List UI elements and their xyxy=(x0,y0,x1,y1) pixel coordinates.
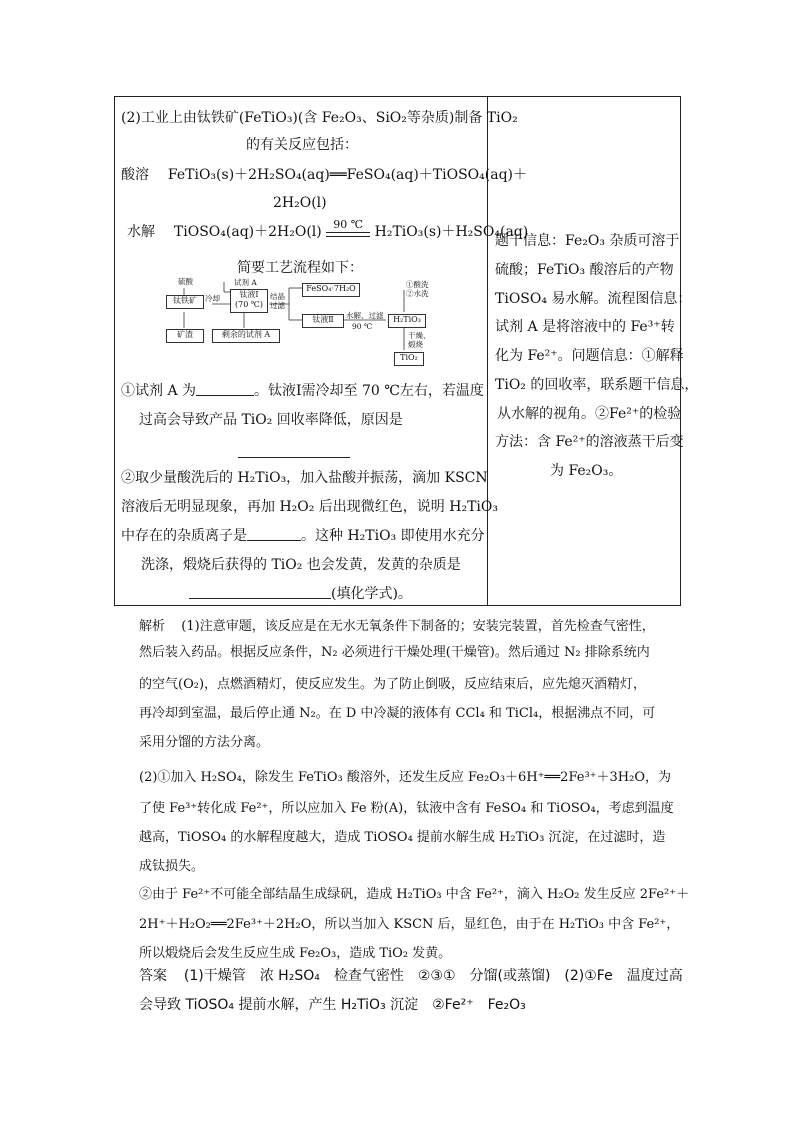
answer-text-1: (1)干燥管 浓 H₂SO₄ 检查气密性 ②③① 分馏(或蒸馏) (2)①Fe 温度过高 xyxy=(183,968,683,984)
solution-line: 再冷却到室温，最后停止通 N₂。在 D 中冷凝的液体有 CCl₄ 和 TiCl₄，根据沸点不同，可 xyxy=(139,706,656,721)
acid-dissolution-line xyxy=(121,165,527,185)
flow-box-slag: 矿渣 xyxy=(166,329,204,343)
acid-equation: FeTiO₃(s)＋2H₂SO₄(aq)══FeSO₄(aq)＋TiOSO₄(aq)＋ xyxy=(167,167,528,183)
flow-crystallize: 结晶 xyxy=(270,292,285,301)
flow-box-feso4: FeSO₄·7H₂O xyxy=(302,283,360,297)
question2-line3 xyxy=(121,526,485,546)
hint-line: 化为 Fe²⁺。问题信息：①解释 xyxy=(495,348,684,364)
flow-title: 简要工艺流程如下： xyxy=(237,260,363,276)
solution-line: 所以煅烧后会发生反应生成 Fe₂O₃，造成 TiO₂ 发黄。 xyxy=(139,946,452,961)
answer-label: 答案 xyxy=(139,968,167,984)
solution-line: 成钛损失。 xyxy=(139,859,205,874)
flow-temp: 90 ℃ xyxy=(352,322,373,331)
answer-blank-impurity xyxy=(189,584,331,599)
flow-box-liquor2: 钛液Ⅱ xyxy=(302,314,344,328)
flow-box-h2tio3: H₂TiO₃ xyxy=(388,314,426,328)
question2-line2: 溶液后无明显现象，再加 H₂O₂ 后出现微红色，说明 H₂TiO₃ xyxy=(121,499,498,515)
hint-line: 硫酸；FeTiO₃ 酸溶后的产物 xyxy=(495,262,674,278)
flow-calcine: 煅烧 xyxy=(408,340,423,349)
question-intro-line2: 的有关反应包括： xyxy=(246,137,358,153)
answer-blank-ion xyxy=(247,526,301,541)
flow-box-ilmenite: 钛铁矿 xyxy=(166,295,204,309)
solution-line: (2)①加入 H₂SO₄，除发生 FeTiO₃ 酸溶外，还发生反应 Fe₂O₃＋6H⁺══2Fe³⁺＋3H₂O，为 xyxy=(139,770,671,785)
solution-line: 了使 Fe³⁺转化成 Fe²⁺，所以应加入 Fe 粉(A)，钛液中含有 FeSO₄ 和 TiOSO₄，考虑到温度 xyxy=(139,801,674,816)
solution-line: ②由于 Fe²⁺不可能全部结晶生成绿矾，造成 H₂TiO₃ 中含 Fe²⁺，滴入 H₂O₂ 发生反应 2Fe²⁺＋ xyxy=(139,887,690,902)
flow-sulfuric-acid: 硫酸 xyxy=(178,277,193,286)
flow-water-wash: ②水洗 xyxy=(406,289,429,298)
answer-blank-a xyxy=(196,381,254,396)
question2-text-d: 。这种 H₂TiO₃ 即使用水充分 xyxy=(301,528,485,544)
question1-text-b: 。钛液Ⅰ需冷却至 70 ℃左右，若温度 xyxy=(254,383,484,399)
hint-line: 题干信息：Fe₂O₃ 杂质可溶于 xyxy=(495,233,680,249)
solution-line: 然后装入药品。根据反应条件，N₂ 必须进行干燥处理(干燥管)。然后通过 N₂ 排除系统内 xyxy=(139,645,650,660)
reaction-condition-arrow xyxy=(326,218,370,238)
hint-line: TiO₂ 的回收率，联系题干信息， xyxy=(495,377,699,393)
solution-line-0 xyxy=(139,617,679,636)
question2-text-c: 中存在的杂质离子是 xyxy=(121,528,247,544)
question1-text-a: ①试剂 A 为 xyxy=(121,383,197,399)
solution-line: 采用分馏的方法分离。 xyxy=(139,735,270,750)
question1-line1 xyxy=(121,381,484,401)
hint-line: 为 Fe₂O₃。 xyxy=(550,463,623,479)
hint-line: 试剂 A 是将溶液中的 Fe³⁺转 xyxy=(495,319,675,335)
flow-reagent-a: 试剂 A xyxy=(234,278,257,287)
question1-line2: 过高会导致产品 TiO₂ 回收率降低，原因是 xyxy=(139,412,403,428)
solution-text: (1)注意审题，该反应是在无水无氧条件下制备的；安装完装置，首先检查气密性， xyxy=(181,619,655,634)
solution-line: 2H⁺＋H₂O₂══2Fe³⁺＋2H₂O，所以当加入 KSCN 后，显红色，由于在 H₂TiO₃ 中含 Fe²⁺， xyxy=(139,917,680,932)
hydrolysis-left: TiOSO₄(aq)＋2H₂O(l) xyxy=(173,224,322,240)
hint-line: TiOSO₄ 易水解。流程图信息： xyxy=(495,291,692,307)
flow-box-liquor1 xyxy=(230,289,268,313)
solution-line: 的空气(O₂)，点燃酒精灯，使反应发生。为了防止倒吸，反应结束后，应先熄灭酒精灯， xyxy=(139,677,647,692)
hydrolysis-right: H₂TiO₃(s)＋H₂SO₄(aq) xyxy=(374,224,529,240)
reaction-condition: 90 ℃ xyxy=(333,218,364,231)
flow-box-tio2: TiO₂ xyxy=(394,352,424,366)
hint-line: 从水解的视角。②Fe²⁺的检验 xyxy=(497,406,682,422)
hydrolysis-line xyxy=(127,218,529,242)
answer-line-1 xyxy=(139,967,683,986)
flow-dry: 干燥、 xyxy=(408,331,431,340)
flow-liquor1-name: 钛液Ⅰ xyxy=(239,290,259,299)
answer-line-2: 会导致 TiOSO₄ 提前水解，产生 H₂TiO₃ 沉淀 ②Fe²⁺ Fe₂O₃ xyxy=(139,997,526,1013)
flow-box-remaining-a: 剩余的试剂 A xyxy=(212,329,280,343)
hydrolysis-label: 水解 xyxy=(127,224,155,240)
solution-line: 越高，TiOSO₄ 的水解程度越大，造成 TiOSO₄ 提前水解生成 H₂TiO₃ 沉淀，在过滤时，造 xyxy=(139,830,666,845)
solution-label: 解析 xyxy=(139,619,166,634)
hint-line: 方法：含 Fe²⁺的溶液蒸干后变 xyxy=(495,434,684,450)
question2-text-f: (填化学式)。 xyxy=(331,586,412,602)
acid-label: 酸溶 xyxy=(121,167,149,183)
flow-hydrolysis-filter: 水解、过滤 xyxy=(346,311,384,320)
flow-filter: 过滤 xyxy=(270,301,285,310)
flow-cooling: 冷却 xyxy=(205,294,220,303)
flow-acid-wash: ①酸洗 xyxy=(406,280,429,289)
question2-line5 xyxy=(189,584,412,604)
question-intro-line1: (2)工业上由钛铁矿(FeTiO₃)(含 Fe₂O₃、SiO₂等杂质)制备 TiO₂ xyxy=(121,110,518,126)
flow-liquor1-temp: (70 ℃) xyxy=(235,300,263,309)
question2-line4: 洗涤，煅烧后获得的 TiO₂ 也会发黄，发黄的杂质是 xyxy=(141,557,461,573)
acid-equation-continued: 2H₂O(l) xyxy=(273,195,327,211)
question2-line1: ②取少量酸洗后的 H₂TiO₃，加入盐酸并振荡，滴加 KSCN xyxy=(121,470,488,486)
answer-blank-reason xyxy=(238,443,350,458)
